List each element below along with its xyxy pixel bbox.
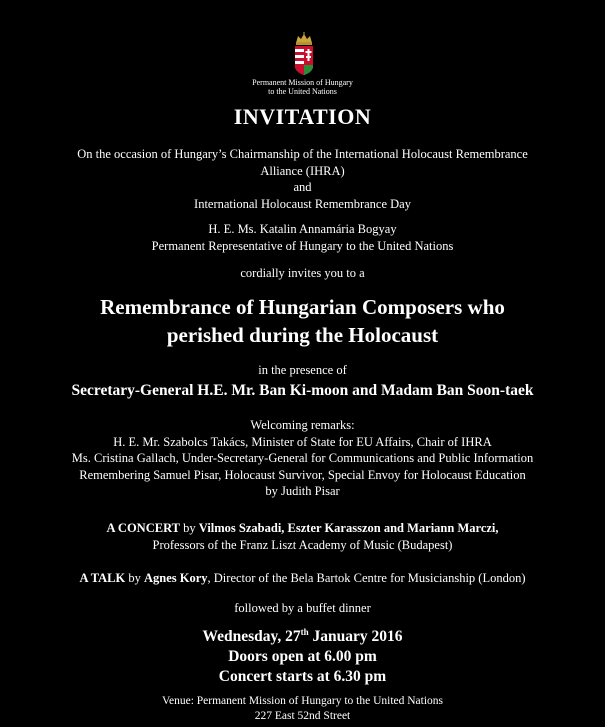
remarks-heading: Welcoming remarks: [250, 418, 355, 432]
date-pre: Wednesday, 27 [202, 628, 301, 646]
remarks-line-2: Ms. Cristina Gallach, Under-Secretary-General for Communications and Public Information [71, 451, 534, 465]
hungarian-coat-of-arms-icon [292, 32, 316, 76]
remarks-block [0, 417, 605, 500]
event-title-line-1: Remembrance of Hungarian Composers who [100, 295, 505, 319]
concert-detail: Professors of the Franz Liszt Academy of Music (Budapest) [152, 537, 453, 552]
talk-block [0, 570, 605, 587]
talk-by: by [125, 571, 144, 585]
occasion-text [0, 146, 605, 212]
occasion-line-2: Alliance (IHRA) [260, 163, 345, 178]
concert-performers: Vilmos Szabadi, Eszter Karasszon and Mariann Marczi, [198, 521, 499, 535]
occasion-line-3: and [293, 180, 312, 194]
doors-time: Doors open at 6.00 pm [228, 648, 377, 666]
concert-time: Concert starts at 6.30 pm [218, 668, 387, 686]
event-date [0, 622, 605, 647]
mission-name [0, 78, 605, 96]
concert-line [0, 520, 605, 537]
event-title-line-2: perished during the Holocaust [166, 323, 439, 347]
presence-text: in the presence of [258, 363, 347, 377]
concert-label: A CONCERT [106, 521, 180, 535]
talk-detail: , Director of the Bela Bartok Centre for Musicianship (London) [207, 571, 526, 585]
concert-block [0, 520, 605, 553]
remarks-line-3: Remembering Samuel Pisar, Holocaust Survivor, Special Envoy for Holocaust Education [79, 467, 526, 482]
talk-speaker: Agnes Kory [143, 571, 208, 585]
host-role: Permanent Representative of Hungary to the United Nations [151, 238, 454, 253]
host-block [0, 221, 605, 254]
date-post: January 2016 [308, 628, 403, 646]
venue-block [0, 694, 605, 724]
remarks-line-1: H. E. Mr. Szabolcs Takács, Minister of State for EU Affairs, Chair of IHRA [113, 434, 492, 449]
host-name: H. E. Ms. Katalin Annamária Bogyay [208, 222, 397, 236]
remarks-line-4: by Judith Pisar [265, 484, 340, 498]
mission-line-2: to the United Nations [268, 87, 337, 96]
schedule-block [0, 622, 605, 687]
invites-text: cordially invites you to a [240, 266, 365, 280]
venue-line-1: Venue: Permanent Mission of Hungary to the United Nations [161, 695, 444, 707]
talk-label: A TALK [79, 571, 126, 585]
occasion-line-4: International Holocaust Remembrance Day [194, 196, 411, 211]
concert-by: by [180, 521, 199, 535]
guests-text: Secretary-General H.E. Mr. Ban Ki-moon and Madam Ban Soon-taek [71, 382, 534, 399]
mission-line-1: Permanent Mission of Hungary [252, 78, 353, 87]
date-sup: th [300, 627, 309, 637]
venue-line-2: 227 East 52nd Street [254, 710, 351, 722]
occasion-line-1: On the occasion of Hungary’s Chairmanship of the International Holocaust Remembrance [77, 147, 528, 161]
invitation-title: INVITATION [233, 104, 372, 129]
dinner-text: followed by a buffet dinner [234, 601, 371, 615]
event-title [0, 293, 605, 349]
